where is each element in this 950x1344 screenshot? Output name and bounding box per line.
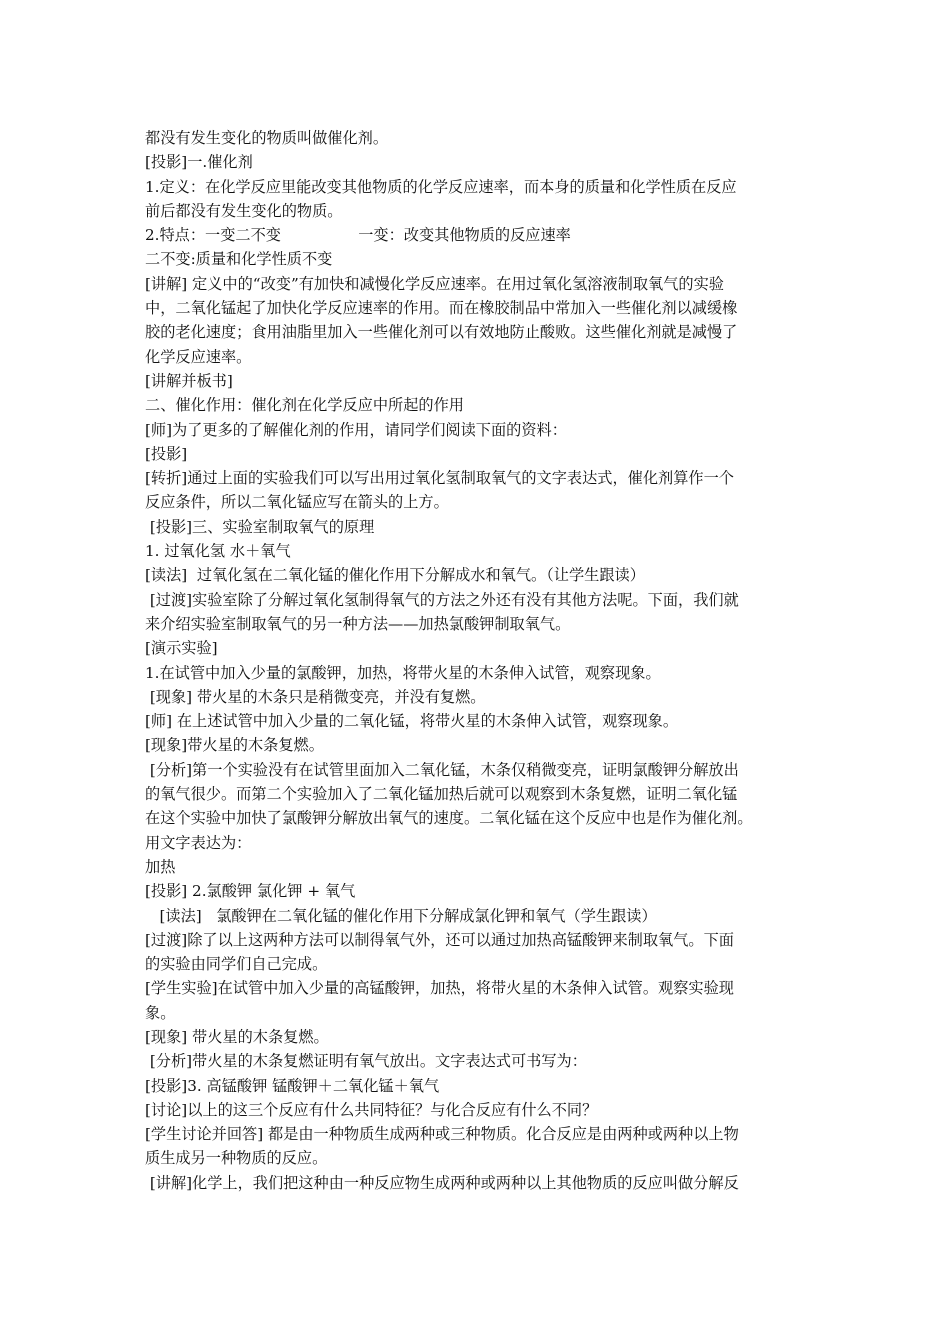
text-line: 加热 xyxy=(145,857,176,876)
text-line: 都没有发生变化的物质叫做催化剂。 xyxy=(145,129,388,147)
text-line: 胶的老化速度；食用油脂里加入一些催化剂可以有效地防止酸败。这些催化剂就是减慢了 xyxy=(145,323,738,342)
text-line: 的实验由同学们自己完成。 xyxy=(145,955,328,974)
text-line: 质生成另一种物质的反应。 xyxy=(145,1149,328,1168)
text-line: [投影] xyxy=(145,444,188,463)
text-line: [学生讨论并回答] 都是由一种物质生成两种或三种物质。化合反应是由两种或两种以上物 xyxy=(145,1125,739,1144)
text-line: [读法] 过氧化氢在二氧化锰的催化作用下分解成水和氧气。（让学生跟读） xyxy=(145,566,645,585)
text-line: [师]为了更多的了解催化剂的作用，请同学们阅读下面的资料： xyxy=(145,420,567,439)
text-line: [学生实验]在试管中加入少量的高锰酸钾，加热，将带火星的木条伸入试管。观察实验现 xyxy=(145,979,734,998)
text-line: [演示实验] xyxy=(145,639,218,658)
text-line: [转折]通过上面的实验我们可以写出用过氧化氢制取氧气的文字表达式，催化剂算作一个 xyxy=(145,469,734,488)
text-line: [分析]带火星的木条复燃证明有氧气放出。文字表达式可书写为： xyxy=(145,1052,587,1071)
text-line: [现象]带火星的木条复燃。 xyxy=(145,736,324,755)
text-line: 用文字表达为： xyxy=(145,833,252,852)
text-line: 1. 过氧化氢 水＋氧气 xyxy=(145,542,291,561)
document-page xyxy=(145,126,825,1195)
text-line: 化学反应速率。 xyxy=(145,347,252,366)
text-line: [现象] 带火星的木条只是稍微变亮，并没有复燃。 xyxy=(145,687,486,706)
text-line: 象。 xyxy=(145,1003,176,1022)
text-line: 反应条件，所以二氧化锰应写在箭头的上方。 xyxy=(145,493,449,512)
text-line: 2.特点：一变二不变 一变：改变其他物质的反应速率 xyxy=(145,226,571,245)
text-line: 1.定义：在化学反应里能改变其他物质的化学反应速率，而本身的质量和化学性质在反应 xyxy=(145,177,737,196)
text-line: [读法] 氯酸钾在二氧化锰的催化作用下分解成氯化钾和氧气（学生跟读） xyxy=(145,906,657,925)
text-line: [投影]3. 高锰酸钾 锰酸钾＋二氧化锰＋氧气 xyxy=(145,1076,440,1095)
text-line: 1.在试管中加入少量的氯酸钾，加热，将带火星的木条伸入试管，观察现象。 xyxy=(145,663,661,682)
text-line: [投影]一.催化剂 xyxy=(145,153,253,172)
text-line: [讨论]以上的这三个反应有什么共同特征？与化合反应有什么不同？ xyxy=(145,1100,598,1119)
text-line: 二不变:质量和化学性质不变 xyxy=(145,250,333,269)
text-line: [讲解]化学上，我们把这种由一种反应物生成两种或两种以上其他物质的反应叫做分解反 xyxy=(145,1173,739,1192)
text-line: [师] 在上述试管中加入少量的二氧化锰，将带火星的木条伸入试管，观察现象。 xyxy=(145,712,679,731)
text-line: [现象] 带火星的木条复燃。 xyxy=(145,1027,329,1046)
text-line: [投影]三、实验室制取氧气的原理 xyxy=(145,517,375,536)
text-line: 二、催化作用：催化剂在化学反应中所起的作用 xyxy=(145,396,464,415)
text-line: 前后都没有发生变化的物质。 xyxy=(145,201,343,220)
text-line: [过渡]除了以上这两种方法可以制得氧气外，还可以通过加热高锰酸钾来制取氧气。下面 xyxy=(145,930,734,949)
text-line: 来介绍实验室制取氧气的另一种方法——加热氯酸钾制取氧气。 xyxy=(145,614,571,633)
text-line: [讲解并板书] xyxy=(145,371,233,390)
text-line: [分析]第一个实验没有在试管里面加入二氧化锰，木条仅稍微变亮，证明氯酸钾分解放出 xyxy=(145,760,739,779)
text-line: [投影] 2.氯酸钾 氯化钾 + 氧气 xyxy=(145,882,356,901)
text-line: 中，二氧化锰起了加快化学反应速率的作用。而在橡胶制品中常加入一些催化剂以减缓橡 xyxy=(145,299,738,318)
text-line: 的氧气很少。而第二个实验加入了二氧化锰加热后就可以观察到木条复燃，证明二氧化锰 xyxy=(145,785,738,804)
text-line: [讲解] 定义中的“改变”有加快和减慢化学反应速率。在用过氧化氢溶液制取氧气的实验 xyxy=(145,274,724,293)
text-line: 在这个实验中加快了氯酸钾分解放出氧气的速度。二氧化锰在这个反应中也是作为催化剂。 xyxy=(145,809,753,828)
text-line: [过渡]实验室除了分解过氧化氢制得氧气的方法之外还有没有其他方法呢。下面，我们就 xyxy=(145,590,739,609)
